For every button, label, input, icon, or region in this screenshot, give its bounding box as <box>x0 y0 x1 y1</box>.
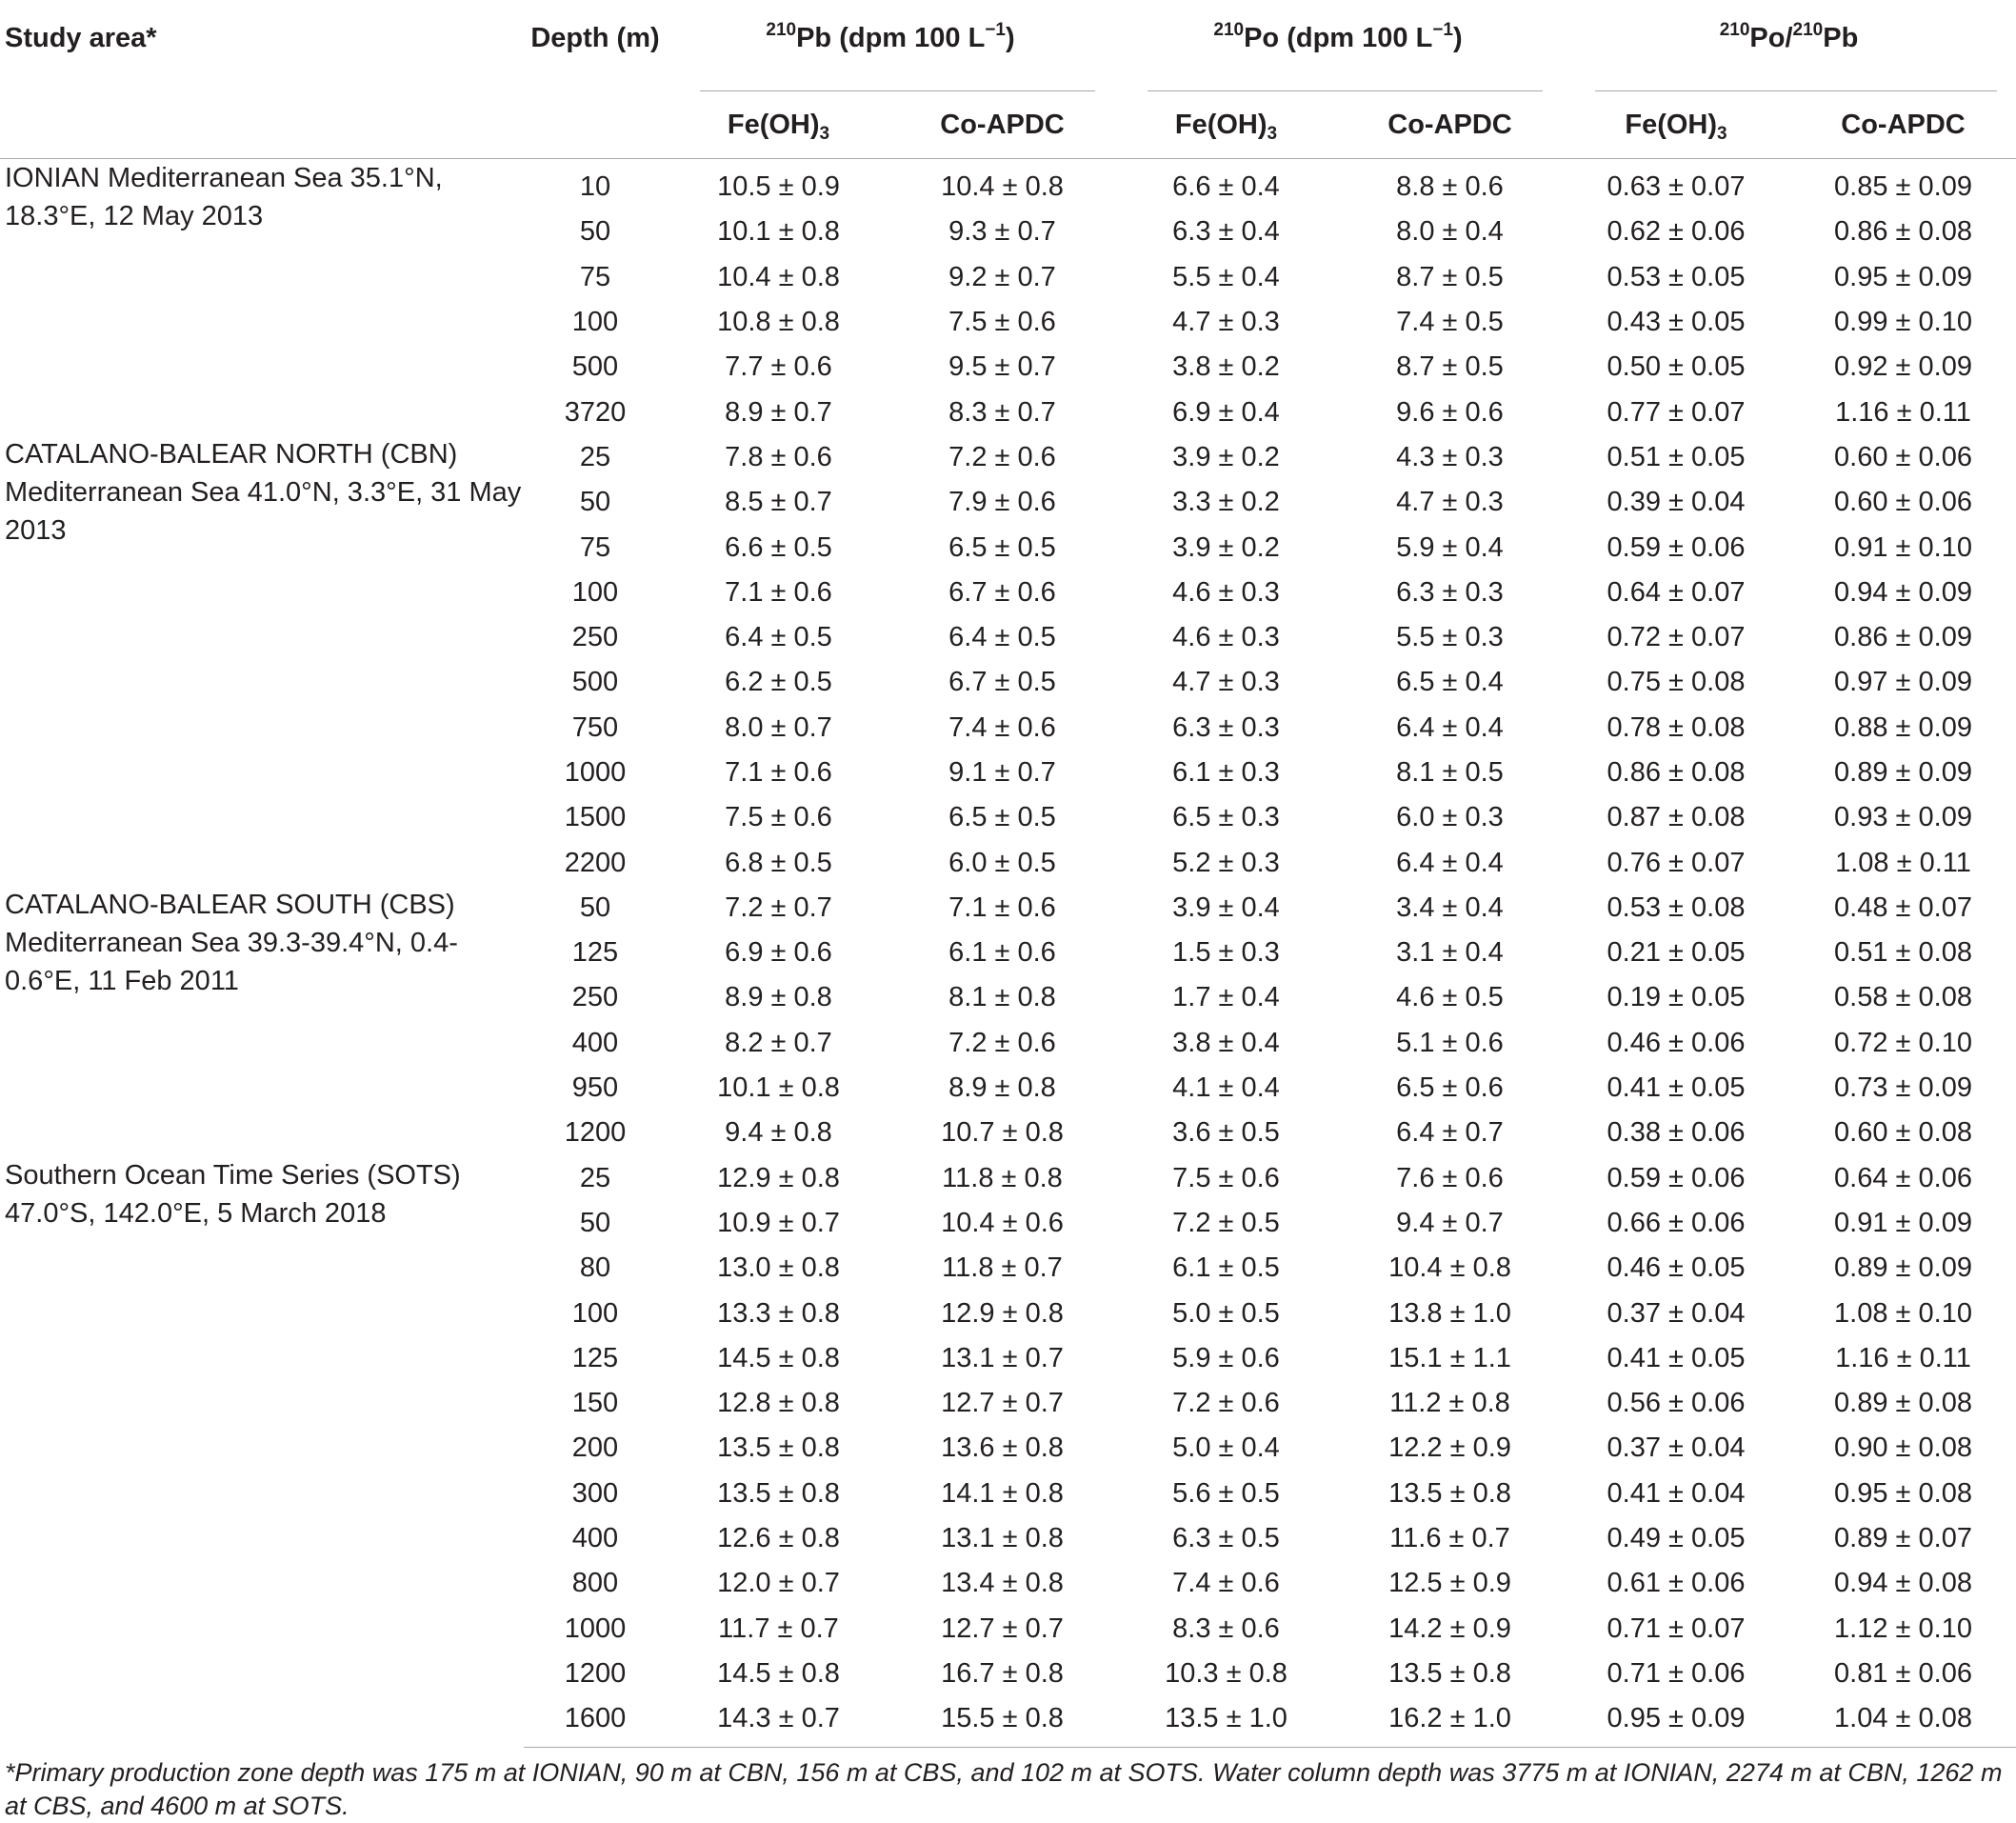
pb-co-cell: 7.1 ± 0.6 <box>948 891 1056 923</box>
depth-cell: 80 <box>579 1252 611 1284</box>
po-fe-cell: 4.1 ± 0.4 <box>1172 1072 1280 1104</box>
ratio-fe-cell: 0.66 ± 0.06 <box>1607 1207 1746 1238</box>
po-fe-cell: 7.2 ± 0.6 <box>1172 1388 1280 1419</box>
ratio-co-cell: 0.95 ± 0.09 <box>1834 261 1972 292</box>
pb-fe-cell: 13.5 ± 0.8 <box>717 1477 840 1509</box>
depth-cell: 50 <box>579 487 611 518</box>
po-co-cell: 6.5 ± 0.4 <box>1396 667 1504 698</box>
po-fe-cell: 10.3 ± 0.8 <box>1165 1657 1287 1689</box>
ratio-fe-cell: 0.56 ± 0.06 <box>1607 1388 1746 1419</box>
ratio-fe-cell: 0.78 ± 0.08 <box>1607 711 1746 743</box>
pb-fe-cell: 8.5 ± 0.7 <box>725 487 832 518</box>
ratio-fe-cell: 0.64 ± 0.07 <box>1607 576 1746 608</box>
pb-fe-cell: 12.6 ± 0.8 <box>717 1523 840 1554</box>
po-fe-cell: 5.0 ± 0.4 <box>1172 1432 1280 1464</box>
footnote: *Primary production zone depth was 175 m at IONIAN, 90 m at CBN, 156 m at CBS, and 102 m at SOTS. Water column depth was 3775 m at IONIAN, 2274 m at CBN, 1262 m at CBS, and 4600 m at SOTS. <box>5 1758 2003 1820</box>
depth-cell: 125 <box>571 937 619 969</box>
ratio-co-cell: 0.89 ± 0.08 <box>1834 1388 1972 1419</box>
table-header <box>0 6 2016 159</box>
po-co-cell: 3.4 ± 0.4 <box>1396 891 1504 923</box>
po-co-cell: 12.5 ± 0.9 <box>1388 1568 1511 1599</box>
pb-co-cell: 12.9 ± 0.8 <box>941 1297 1064 1329</box>
po-co-cell: 13.5 ± 0.8 <box>1388 1657 1511 1689</box>
ratio-co-cell: 1.12 ± 0.10 <box>1834 1613 1972 1644</box>
pb-fe-cell: 7.7 ± 0.6 <box>725 351 832 383</box>
depth-cell: 750 <box>571 711 619 743</box>
po-co-cell: 7.4 ± 0.5 <box>1396 307 1504 338</box>
po-fe-cell: 5.6 ± 0.5 <box>1172 1477 1280 1509</box>
pb-co-cell: 6.7 ± 0.5 <box>948 667 1056 698</box>
po-co-cell: 4.6 ± 0.5 <box>1396 982 1504 1013</box>
pb-fe-cell: 7.5 ± 0.6 <box>725 802 832 833</box>
data-table <box>0 6 2016 1748</box>
pb-co-cell: 7.2 ± 0.6 <box>948 441 1056 472</box>
pb-fe-cell: 10.1 ± 0.8 <box>717 216 840 248</box>
header-spacer-depth <box>524 91 667 159</box>
ratio-fe-cell: 0.53 ± 0.08 <box>1607 891 1746 923</box>
pb-fe-cell: 14.5 ± 0.8 <box>717 1342 840 1373</box>
pb-fe-cell: 13.3 ± 0.8 <box>717 1297 840 1329</box>
po-fe-cell: 3.3 ± 0.2 <box>1172 487 1280 518</box>
po-fe-cell: 6.1 ± 0.3 <box>1172 757 1280 788</box>
ratio-co-cell: 1.08 ± 0.10 <box>1834 1297 1972 1329</box>
po-group-text: Po (dpm 100 L <box>1244 23 1433 53</box>
po-fe-cell: 8.3 ± 0.6 <box>1172 1613 1280 1644</box>
ratio-fe-cell: 0.63 ± 0.07 <box>1607 171 1746 203</box>
pb-fe-cell: 8.0 ± 0.7 <box>725 711 832 743</box>
pb-co-cell: 11.8 ± 0.7 <box>942 1252 1063 1284</box>
pb-co-cell: 13.1 ± 0.8 <box>941 1523 1064 1554</box>
study-area-cell: CATALANO-BALEAR SOUTH (CBS) Mediterranean Sea 39.3-39.4°N, 0.4-0.6°E, 11 Feb 2011 <box>5 889 458 996</box>
depth-cell: 1000 <box>564 1613 627 1644</box>
ratio-fe-cell: 0.53 ± 0.05 <box>1607 261 1746 292</box>
depth-cell: 950 <box>571 1072 619 1104</box>
po-co-cell: 8.7 ± 0.5 <box>1396 261 1504 292</box>
ratio-fe-cell: 0.77 ± 0.07 <box>1607 396 1746 428</box>
ratio-co-cell: 0.60 ± 0.06 <box>1834 487 1972 518</box>
depth-cell: 100 <box>571 576 619 608</box>
po-fe-cell: 6.3 ± 0.5 <box>1172 1523 1280 1554</box>
ratio-fe-cell: 0.21 ± 0.05 <box>1607 937 1746 969</box>
pb-co-cell: 7.9 ± 0.6 <box>948 487 1056 518</box>
ratio-co-cell: 0.73 ± 0.09 <box>1834 1072 1972 1104</box>
ratio-co-cell: 0.51 ± 0.08 <box>1834 937 1972 969</box>
po-co-cell: 8.0 ± 0.4 <box>1396 216 1504 248</box>
ratio-co-cell: 1.08 ± 0.11 <box>1835 847 1971 878</box>
pb-co-cell: 8.1 ± 0.8 <box>948 982 1056 1013</box>
ratio-fe-cell: 0.49 ± 0.05 <box>1607 1523 1746 1554</box>
ratio-superscript-2: 210 <box>1792 20 1824 40</box>
pb-fe-cell: 13.0 ± 0.8 <box>717 1252 840 1284</box>
ratio-co-cell: 0.95 ± 0.08 <box>1834 1477 1972 1509</box>
ratio-fe-cell: 0.37 ± 0.04 <box>1607 1432 1746 1464</box>
header-pb-fe <box>667 91 890 159</box>
table-row <box>0 886 2016 931</box>
pb-fe-cell: 8.2 ± 0.7 <box>725 1027 832 1058</box>
header-ratio-group <box>1562 6 2016 91</box>
pb-superscript: 210 <box>766 20 797 40</box>
ratio-fe-cell: 0.59 ± 0.06 <box>1607 531 1746 563</box>
pb-fe-cell: 8.9 ± 0.7 <box>725 396 832 428</box>
ratio-co-cell: 0.94 ± 0.09 <box>1834 576 1972 608</box>
depth-cell: 300 <box>571 1477 619 1509</box>
ratio-fe-cell: 0.87 ± 0.08 <box>1607 802 1746 833</box>
po-co-cell: 16.2 ± 1.0 <box>1338 1696 1562 1748</box>
po-fe-cell: 5.9 ± 0.6 <box>1172 1342 1280 1373</box>
po-co-cell: 14.2 ± 0.9 <box>1388 1613 1511 1644</box>
pb-fe-cell: 6.9 ± 0.6 <box>725 937 832 969</box>
ratio-co-cell: 0.92 ± 0.09 <box>1834 351 1972 383</box>
pb-co-cell: 10.4 ± 0.6 <box>941 1207 1064 1238</box>
ratio-fe-cell: 0.39 ± 0.04 <box>1607 487 1746 518</box>
po-fe-cell: 5.5 ± 0.4 <box>1172 261 1280 292</box>
po-co-cell: 12.2 ± 0.9 <box>1388 1432 1511 1464</box>
ratio-fe-cell: 0.72 ± 0.07 <box>1607 622 1746 653</box>
pb-co-cell: 6.4 ± 0.5 <box>948 622 1056 653</box>
pb-fe-cell: 10.1 ± 0.8 <box>717 1072 840 1104</box>
pb-co-cell: 8.3 ± 0.7 <box>948 396 1056 428</box>
pb-fe-cell: 14.3 ± 0.7 <box>667 1696 890 1748</box>
pb-fe-cell: 12.8 ± 0.8 <box>717 1388 840 1419</box>
ratio-fe-cell: 0.43 ± 0.05 <box>1607 307 1746 338</box>
po-fe-cell: 13.5 ± 1.0 <box>1114 1696 1338 1748</box>
po-fe-cell: 3.6 ± 0.5 <box>1172 1117 1280 1149</box>
po-fe-cell: 7.5 ± 0.6 <box>1172 1162 1280 1193</box>
pb-co-cell: 15.5 ± 0.8 <box>890 1696 1114 1748</box>
study-area-cell: IONIAN Mediterranean Sea 35.1°N, 18.3°E, 12 May 2013 <box>5 163 443 231</box>
po-co-cell: 11.6 ± 0.7 <box>1389 1523 1510 1554</box>
header-spacer-area <box>0 91 524 159</box>
depth-cell: 10 <box>579 171 611 203</box>
ratio-co-cell: 1.16 ± 0.11 <box>1835 396 1971 428</box>
header-study-area: Study area* <box>5 23 157 53</box>
header-po-group <box>1114 6 1562 91</box>
po-co-cell: 9.4 ± 0.7 <box>1396 1207 1504 1238</box>
po-fe-cell: 4.6 ± 0.3 <box>1172 576 1280 608</box>
depth-cell: 1200 <box>564 1117 627 1149</box>
po-fe-cell: 6.9 ± 0.4 <box>1172 396 1280 428</box>
ratio-co-cell: 0.91 ± 0.09 <box>1834 1207 1972 1238</box>
pb-co-cell: 10.7 ± 0.8 <box>941 1117 1064 1149</box>
ratio-co-cell: 0.89 ± 0.09 <box>1834 1252 1972 1284</box>
depth-cell: 500 <box>571 351 619 383</box>
pb-fe-cell: 11.7 ± 0.7 <box>718 1613 839 1644</box>
depth-cell: 150 <box>571 1388 619 1419</box>
pb-fe-cell: 7.1 ± 0.6 <box>725 576 832 608</box>
depth-cell: 400 <box>571 1523 619 1554</box>
pb-co-cell: 7.2 ± 0.6 <box>948 1027 1056 1058</box>
pb-co-cell: 12.7 ± 0.7 <box>941 1613 1064 1644</box>
po-co-cell: 8.8 ± 0.6 <box>1396 171 1504 203</box>
po-fe-cell: 6.3 ± 0.4 <box>1172 216 1280 248</box>
depth-cell: 250 <box>571 622 619 653</box>
depth-cell: 100 <box>571 1297 619 1329</box>
ratio-co-cell: 0.48 ± 0.07 <box>1834 891 1972 923</box>
po-co-cell: 6.4 ± 0.4 <box>1396 847 1504 878</box>
po-fe-cell: 4.7 ± 0.3 <box>1172 307 1280 338</box>
pb-fe-cell: 13.5 ± 0.8 <box>717 1432 840 1464</box>
depth-cell: 500 <box>571 667 619 698</box>
ratio-co-cell: 0.64 ± 0.06 <box>1834 1162 1972 1193</box>
pb-fe-cell: 9.4 ± 0.8 <box>725 1117 832 1149</box>
po-fe-cell: 4.7 ± 0.3 <box>1172 667 1280 698</box>
fe-subscript: 3 <box>1717 123 1727 144</box>
pb-group-underline <box>700 90 1095 91</box>
po-exponent: −1 <box>1432 20 1453 40</box>
po-fe-cell: 6.1 ± 0.5 <box>1172 1252 1280 1284</box>
po-co-cell: 7.6 ± 0.6 <box>1396 1162 1504 1193</box>
po-fe-cell: 3.9 ± 0.2 <box>1172 531 1280 563</box>
pb-fe-cell: 10.8 ± 0.8 <box>717 307 840 338</box>
ratio-co-cell: 0.93 ± 0.09 <box>1834 802 1972 833</box>
ratio-co-cell: 0.58 ± 0.08 <box>1834 982 1972 1013</box>
ratio-co-cell: 0.88 ± 0.09 <box>1834 711 1972 743</box>
pb-co-cell: 14.1 ± 0.8 <box>941 1477 1064 1509</box>
header-pb-co: Co-APDC <box>940 109 1065 140</box>
pb-fe-cell: 7.8 ± 0.6 <box>725 441 832 472</box>
po-fe-cell: 5.0 ± 0.5 <box>1172 1297 1280 1329</box>
ratio-group-underline <box>1595 90 1997 91</box>
pb-group-close: ) <box>1005 23 1015 53</box>
header-ratio-fe <box>1562 91 1790 159</box>
po-co-cell: 9.6 ± 0.6 <box>1396 396 1504 428</box>
ratio-text-1: Po/ <box>1749 23 1793 53</box>
pb-co-cell: 6.0 ± 0.5 <box>948 847 1056 878</box>
ratio-fe-cell: 0.95 ± 0.09 <box>1562 1696 1790 1748</box>
ratio-fe-cell: 0.86 ± 0.08 <box>1607 757 1746 788</box>
po-co-cell: 3.1 ± 0.4 <box>1396 937 1504 969</box>
po-fe-cell: 4.6 ± 0.3 <box>1172 622 1280 653</box>
fe-subscript: 3 <box>1267 123 1278 144</box>
ratio-co-cell: 0.60 ± 0.08 <box>1834 1117 1972 1149</box>
pb-co-cell: 9.1 ± 0.7 <box>948 757 1056 788</box>
ratio-co-cell: 0.94 ± 0.08 <box>1834 1568 1972 1599</box>
po-co-cell: 15.1 ± 1.1 <box>1388 1342 1511 1373</box>
po-co-cell: 10.4 ± 0.8 <box>1388 1252 1511 1284</box>
pb-co-cell: 13.1 ± 0.7 <box>941 1342 1064 1373</box>
pb-co-cell: 11.8 ± 0.8 <box>942 1162 1063 1193</box>
fe-label: Fe(OH) <box>1625 109 1718 140</box>
depth-cell: 1600 <box>524 1696 667 1748</box>
depth-cell: 200 <box>571 1432 619 1464</box>
pb-fe-cell: 6.4 ± 0.5 <box>725 622 832 653</box>
pb-co-cell: 12.7 ± 0.7 <box>941 1388 1064 1419</box>
pb-exponent: −1 <box>985 20 1006 40</box>
ratio-co-cell: 0.89 ± 0.09 <box>1834 757 1972 788</box>
ratio-co-cell: 1.04 ± 0.08 <box>1790 1696 2016 1748</box>
pb-co-cell: 9.5 ± 0.7 <box>948 351 1056 383</box>
ratio-fe-cell: 0.41 ± 0.05 <box>1607 1072 1746 1104</box>
depth-cell: 25 <box>579 441 611 472</box>
po-fe-cell: 1.5 ± 0.3 <box>1172 937 1280 969</box>
pb-fe-cell: 6.6 ± 0.5 <box>725 531 832 563</box>
ratio-co-cell: 0.89 ± 0.07 <box>1834 1523 1972 1554</box>
po-superscript: 210 <box>1213 20 1245 40</box>
ratio-co-cell: 0.86 ± 0.08 <box>1834 216 1972 248</box>
table-row <box>0 1156 2016 1201</box>
pb-co-cell: 6.1 ± 0.6 <box>948 937 1056 969</box>
depth-cell: 125 <box>571 1342 619 1373</box>
po-co-cell: 8.1 ± 0.5 <box>1396 757 1504 788</box>
po-co-cell: 5.9 ± 0.4 <box>1396 531 1504 563</box>
po-co-cell: 13.8 ± 1.0 <box>1388 1297 1511 1329</box>
ratio-co-cell: 0.97 ± 0.09 <box>1834 667 1972 698</box>
pb-co-cell: 6.7 ± 0.6 <box>948 576 1056 608</box>
po-fe-cell: 5.2 ± 0.3 <box>1172 847 1280 878</box>
pb-fe-cell: 10.5 ± 0.9 <box>717 171 840 203</box>
ratio-fe-cell: 0.75 ± 0.08 <box>1607 667 1746 698</box>
ratio-fe-cell: 0.41 ± 0.04 <box>1607 1477 1746 1509</box>
ratio-fe-cell: 0.62 ± 0.06 <box>1607 216 1746 248</box>
pb-fe-cell: 8.9 ± 0.8 <box>725 982 832 1013</box>
table-body <box>0 159 2016 1748</box>
fe-label: Fe(OH) <box>727 109 820 140</box>
po-fe-cell: 7.4 ± 0.6 <box>1172 1568 1280 1599</box>
depth-cell: 1200 <box>564 1657 627 1689</box>
pb-group-text: Pb (dpm 100 L <box>796 23 986 53</box>
depth-cell: 50 <box>579 216 611 248</box>
po-fe-cell: 3.8 ± 0.2 <box>1172 351 1280 383</box>
ratio-co-cell: 0.81 ± 0.06 <box>1834 1657 1972 1689</box>
depth-cell: 50 <box>579 1207 611 1238</box>
header-ratio-co: Co-APDC <box>1841 109 1966 140</box>
study-area-cell: CATALANO-BALEAR NORTH (CBN) Mediterranean Sea 41.0°N, 3.3°E, 31 May 2013 <box>5 438 522 546</box>
pb-co-cell: 7.5 ± 0.6 <box>948 307 1056 338</box>
pb-fe-cell: 6.2 ± 0.5 <box>725 667 832 698</box>
ratio-co-cell: 0.90 ± 0.08 <box>1834 1432 1972 1464</box>
depth-cell: 3720 <box>564 396 627 428</box>
po-fe-cell: 3.9 ± 0.2 <box>1172 441 1280 472</box>
ratio-fe-cell: 0.19 ± 0.05 <box>1607 982 1746 1013</box>
depth-cell: 75 <box>579 531 611 563</box>
fe-label: Fe(OH) <box>1174 109 1267 140</box>
ratio-co-cell: 0.60 ± 0.06 <box>1834 441 1972 472</box>
depth-cell: 400 <box>571 1027 619 1058</box>
pb-fe-cell: 10.4 ± 0.8 <box>717 261 840 292</box>
depth-cell: 1000 <box>564 757 627 788</box>
po-fe-cell: 7.2 ± 0.5 <box>1172 1207 1280 1238</box>
ratio-fe-cell: 0.37 ± 0.04 <box>1607 1297 1746 1329</box>
ratio-co-cell: 0.86 ± 0.09 <box>1834 622 1972 653</box>
table-row <box>0 159 2016 210</box>
depth-cell: 800 <box>571 1568 619 1599</box>
ratio-fe-cell: 0.59 ± 0.06 <box>1607 1162 1746 1193</box>
table-row <box>0 435 2016 480</box>
ratio-co-cell: 0.99 ± 0.10 <box>1834 307 1972 338</box>
pb-co-cell: 8.9 ± 0.8 <box>948 1072 1056 1104</box>
po-group-underline <box>1148 90 1543 91</box>
fe-subscript: 3 <box>819 123 830 144</box>
depth-cell: 25 <box>579 1162 611 1193</box>
po-fe-cell: 3.8 ± 0.4 <box>1172 1027 1280 1058</box>
pb-co-cell: 10.4 ± 0.8 <box>941 171 1064 203</box>
header-po-fe <box>1114 91 1338 159</box>
po-fe-cell: 6.3 ± 0.3 <box>1172 711 1280 743</box>
po-co-cell: 6.5 ± 0.6 <box>1396 1072 1504 1104</box>
pb-co-cell: 13.6 ± 0.8 <box>941 1432 1064 1464</box>
ratio-fe-cell: 0.50 ± 0.05 <box>1607 351 1746 383</box>
ratio-fe-cell: 0.46 ± 0.06 <box>1607 1027 1746 1058</box>
po-co-cell: 6.4 ± 0.7 <box>1396 1117 1504 1149</box>
header-po-co: Co-APDC <box>1387 109 1512 140</box>
pb-fe-cell: 12.0 ± 0.7 <box>717 1568 840 1599</box>
pb-co-cell: 6.5 ± 0.5 <box>948 531 1056 563</box>
po-fe-cell: 6.5 ± 0.3 <box>1172 802 1280 833</box>
ratio-superscript-1: 210 <box>1719 20 1750 40</box>
ratio-fe-cell: 0.61 ± 0.06 <box>1607 1568 1746 1599</box>
ratio-fe-cell: 0.51 ± 0.05 <box>1607 441 1746 472</box>
depth-cell: 75 <box>579 261 611 292</box>
pb-co-cell: 6.5 ± 0.5 <box>948 802 1056 833</box>
depth-cell: 2200 <box>564 847 627 878</box>
po-fe-cell: 3.9 ± 0.4 <box>1172 891 1280 923</box>
pb-fe-cell: 7.1 ± 0.6 <box>725 757 832 788</box>
po-co-cell: 6.0 ± 0.3 <box>1396 802 1504 833</box>
ratio-fe-cell: 0.71 ± 0.06 <box>1607 1657 1746 1689</box>
po-co-cell: 6.3 ± 0.3 <box>1396 576 1504 608</box>
ratio-fe-cell: 0.46 ± 0.05 <box>1607 1252 1746 1284</box>
pb-fe-cell: 7.2 ± 0.7 <box>725 891 832 923</box>
po-fe-cell: 6.6 ± 0.4 <box>1172 171 1280 203</box>
po-co-cell: 6.4 ± 0.4 <box>1396 711 1504 743</box>
pb-co-cell: 13.4 ± 0.8 <box>941 1568 1064 1599</box>
pb-fe-cell: 6.8 ± 0.5 <box>725 847 832 878</box>
ratio-text-2: Pb <box>1823 23 1859 53</box>
pb-fe-cell: 10.9 ± 0.7 <box>717 1207 840 1238</box>
pb-co-cell: 9.2 ± 0.7 <box>948 261 1056 292</box>
pb-co-cell: 7.4 ± 0.6 <box>948 711 1056 743</box>
po-co-cell: 5.5 ± 0.3 <box>1396 622 1504 653</box>
pb-fe-cell: 14.5 ± 0.8 <box>717 1657 840 1689</box>
header-pb-group <box>667 6 1114 91</box>
po-fe-cell: 1.7 ± 0.4 <box>1172 982 1280 1013</box>
ratio-co-cell: 0.72 ± 0.10 <box>1834 1027 1972 1058</box>
ratio-co-cell: 0.85 ± 0.09 <box>1834 171 1972 203</box>
depth-cell: 100 <box>571 307 619 338</box>
ratio-fe-cell: 0.41 ± 0.05 <box>1607 1342 1746 1373</box>
po-co-cell: 13.5 ± 0.8 <box>1388 1477 1511 1509</box>
po-co-cell: 8.7 ± 0.5 <box>1396 351 1504 383</box>
ratio-fe-cell: 0.71 ± 0.07 <box>1607 1613 1746 1644</box>
pb-fe-cell: 12.9 ± 0.8 <box>717 1162 840 1193</box>
ratio-fe-cell: 0.76 ± 0.07 <box>1607 847 1746 878</box>
po-co-cell: 4.7 ± 0.3 <box>1396 487 1504 518</box>
depth-cell: 250 <box>571 982 619 1013</box>
pb-co-cell: 9.3 ± 0.7 <box>948 216 1056 248</box>
po-co-cell: 4.3 ± 0.3 <box>1396 441 1504 472</box>
po-co-cell: 5.1 ± 0.6 <box>1396 1027 1504 1058</box>
ratio-co-cell: 1.16 ± 0.11 <box>1835 1342 1971 1373</box>
po-group-close: ) <box>1452 23 1463 53</box>
ratio-co-cell: 0.91 ± 0.10 <box>1834 531 1972 563</box>
depth-cell: 50 <box>579 891 611 923</box>
depth-cell: 1500 <box>564 802 627 833</box>
ratio-fe-cell: 0.38 ± 0.06 <box>1607 1117 1746 1149</box>
pb-co-cell: 16.7 ± 0.8 <box>941 1657 1064 1689</box>
po-co-cell: 11.2 ± 0.8 <box>1389 1388 1510 1419</box>
study-area-cell: Southern Ocean Time Series (SOTS) 47.0°S, 142.0°E, 5 March 2018 <box>5 1159 461 1229</box>
header-depth: Depth (m) <box>530 23 660 53</box>
